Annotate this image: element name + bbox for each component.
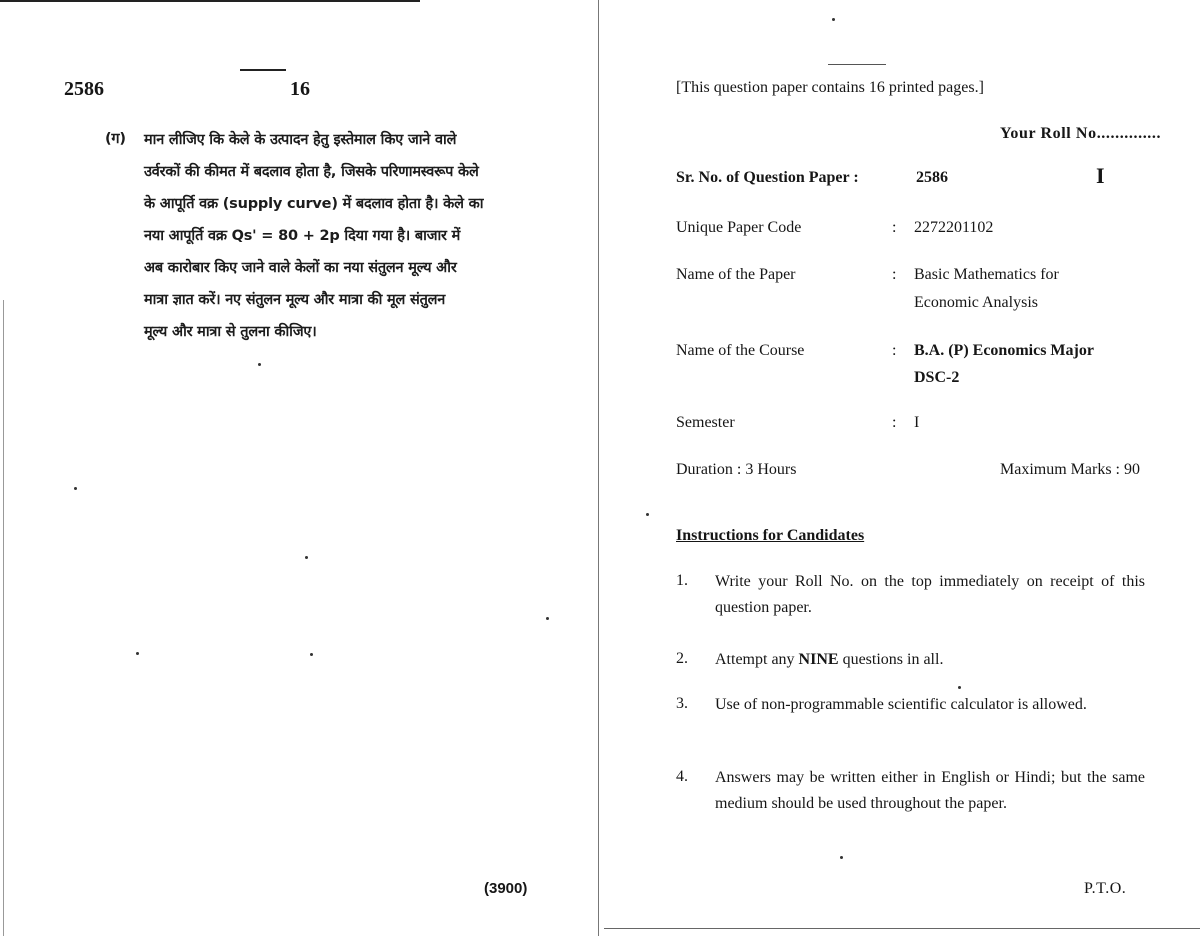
instruction-text: Write your Roll No. on the top immediately on receipt of this question paper. xyxy=(715,573,1145,616)
question-paper-code: 2586 xyxy=(64,78,104,100)
scan-speck xyxy=(840,856,843,859)
item-label: (ग) xyxy=(105,131,126,147)
page-number: 16 xyxy=(290,78,310,100)
paragraph-line: अब कारोबार किए जाने वाले केलों का नया संतुलन मूल्य और xyxy=(144,260,457,276)
paper-name-line: Basic Mathematics for xyxy=(914,266,1059,283)
page-count-note: [This question paper contains 16 printed pages.] xyxy=(676,79,984,96)
serial-number-label: Sr. No. of Question Paper : xyxy=(676,169,859,186)
course-name-line: B.A. (P) Economics Major xyxy=(914,342,1094,359)
scan-speck xyxy=(832,18,835,21)
instruction-number: 1. xyxy=(676,572,688,589)
page-gutter xyxy=(598,0,599,936)
header-rule xyxy=(828,64,886,65)
paper-code-label: Unique Paper Code xyxy=(676,219,802,236)
instruction-text: Use of non-programmable scientific calculator is allowed. xyxy=(715,696,1087,713)
instruction-number: 4. xyxy=(676,768,688,785)
instruction-number: 2. xyxy=(676,650,688,667)
duration: Duration : 3 Hours xyxy=(676,461,797,478)
paragraph-line: नया आपूर्ति वक्र Qs' = 80 + 2p दिया गया है। बाजार में xyxy=(144,228,461,244)
set-indicator: I xyxy=(1096,163,1105,188)
instruction-text-part: Attempt any xyxy=(715,651,799,668)
instruction-text xyxy=(715,647,1145,673)
paper-name-line: Economic Analysis xyxy=(914,294,1038,311)
scan-speck xyxy=(305,556,308,559)
course-name-label: Name of the Course xyxy=(676,342,805,359)
scan-speck xyxy=(74,487,77,490)
page-number-rule xyxy=(240,69,286,71)
instructions-heading: Instructions for Candidates xyxy=(676,527,865,544)
paper-name-separator: : xyxy=(892,266,897,283)
paper-code-separator: : xyxy=(892,219,897,236)
course-name-line: DSC-2 xyxy=(914,369,960,386)
top-rule xyxy=(0,0,420,2)
instruction-text-part: questions in all. xyxy=(838,651,944,668)
instruction-text: Answers may be written either in English or Hindi; but the same medium should be used throughout the paper. xyxy=(715,769,1145,812)
right-page xyxy=(604,0,1200,936)
semester-value: I xyxy=(914,414,920,431)
semester-label: Semester xyxy=(676,414,735,431)
scan-speck xyxy=(546,617,549,620)
scan-speck xyxy=(310,653,313,656)
bottom-rule xyxy=(604,928,1200,929)
paragraph-line: के आपूर्ति वक्र (supply curve) में बदलाव होता है। केले का xyxy=(144,196,484,212)
paragraph-line: मूल्य और मात्रा से तुलना कीजिए। xyxy=(144,324,317,340)
maximum-marks: Maximum Marks : 90 xyxy=(1000,461,1140,478)
scan-speck xyxy=(958,686,961,689)
paragraph-line: मान लीजिए कि केले के उत्पादन हेतु इस्तेमाल किए जाने वाले xyxy=(144,132,457,148)
left-page xyxy=(0,0,598,936)
course-name-separator: : xyxy=(892,342,897,359)
instruction-number: 3. xyxy=(676,695,688,712)
roll-number-line: Your Roll No.............. xyxy=(1000,125,1162,142)
scan-speck xyxy=(136,652,139,655)
footer-code: (3900) xyxy=(484,880,528,897)
paragraph-line: उर्वरकों की कीमत में बदलाव होता है, जिसके परिणामस्वरूप केले xyxy=(144,164,479,180)
scan-edge-line xyxy=(3,300,4,936)
scan-speck xyxy=(646,513,649,516)
paper-name-label: Name of the Paper xyxy=(676,266,796,283)
scan-speck xyxy=(258,363,261,366)
paper-code-value: 2272201102 xyxy=(914,219,994,236)
serial-number-value: 2586 xyxy=(916,169,948,186)
please-turn-over: P.T.O. xyxy=(1084,880,1127,897)
paragraph-line: मात्रा ज्ञात करें। नए संतुलन मूल्य और मात्रा की मूल संतुलन xyxy=(144,292,446,308)
semester-separator: : xyxy=(892,414,897,431)
instruction-emphasis: NINE xyxy=(798,651,839,668)
